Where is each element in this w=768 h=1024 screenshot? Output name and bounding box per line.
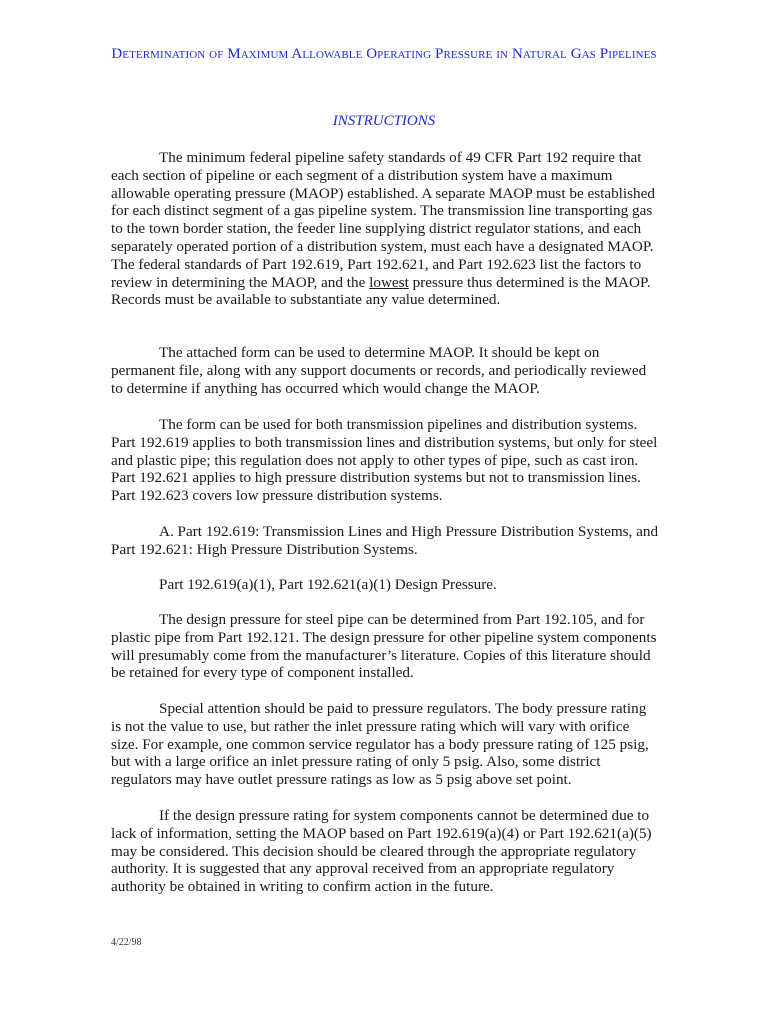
instructions-heading: INSTRUCTIONS bbox=[332, 113, 436, 129]
design-pressure-heading: Part 192.619(a)(1), Part 192.621(a)(1) Design Pressure. bbox=[159, 576, 497, 593]
paragraph-2-text: The attached form can be used to determine MAOP. It should be kept on permanent file, along with any support documents or records, and periodically reviewed to determine if anything has occurred which would change the MAOP. bbox=[111, 344, 647, 397]
paragraph-3-text: The form can be used for both transmission pipelines and distribution systems. Part 192.619 applies to both transmission lines and distribution systems, but only for steel and plastic pipe; this regulation does not apply to other types of pipe, such as cast iron. Part 192.621 applies to high pressure distribution systems but not to transmission lines. Part 192.623 covers low pressure distribution systems. bbox=[111, 416, 658, 505]
footer-date: 4/22/98 bbox=[111, 937, 142, 948]
paragraph-6-text: The design pressure for steel pipe can be determined from Part 192.105, and for plastic pipe from Part 192.121. The design pressure for other pipeline system components will presumably come from the manufacturer’s literature. Copies of this literature should be retained for every type of component installed. bbox=[111, 611, 657, 682]
paragraph-2 bbox=[111, 344, 659, 397]
paragraph-1-underlined-word: lowest bbox=[369, 273, 409, 291]
document-title: Determination of Maximum Allowable Operating Pressure in Natural Gas Pipelines bbox=[111, 46, 657, 62]
paragraph-7-text: Special attention should be paid to pressure regulators. The body pressure rating is not the value to use, but rather the inlet pressure rating which will vary with orifice size. For example, one common service regulator has a body pressure rating of 125 psig, but with a large orifice an inlet pressure rating of only 5 psig. Also, some district regulators may have outlet pressure ratings as low as 5 psig above set point. bbox=[111, 700, 649, 789]
paragraph-3 bbox=[111, 416, 659, 505]
paragraph-8-text: If the design pressure rating for system components cannot be determined due to lack of information, setting the MAOP based on Part 192.619(a)(4) or Part 192.621(a)(5) may be considered. This decision should be cleared through the appropriate regulatory authority. It is suggested that any approval received from an appropriate regulatory authority be obtained in writing to confirm action in the future. bbox=[111, 807, 652, 896]
paragraph-1 bbox=[111, 149, 659, 309]
paragraph-8 bbox=[111, 807, 659, 896]
paragraph-5 bbox=[111, 576, 659, 594]
paragraph-7 bbox=[111, 700, 659, 789]
paragraph-6 bbox=[111, 611, 659, 682]
paragraph-4 bbox=[111, 523, 659, 559]
paragraph-1-text-a: The minimum federal pipeline safety standards of 49 CFR Part 192 require that each section of pipeline or each segment of a distribution system have a maximum allowable operating pressure (MAOP) established. A separate MAOP must be established for each distinct segment of a gas pipeline system. The transmission line transporting gas to the town border station, the feeder line supplying district regulator stations, and each separately operated portion of a distribution system, must each have a designated MAOP. The federal standards of Part 192.619, Part 192.621, and Part 192.623 list the factors to review in determining the MAOP, and the bbox=[111, 149, 655, 291]
section-a-heading: A. Part 192.619: Transmission Lines and High Pressure Distribution Systems, and Part 192.621: High Pressure Distribution Systems. bbox=[111, 523, 659, 558]
paragraph-1-text-b: pressure thus determined is the MAOP. Records must be available to substantiate any value determined. bbox=[111, 273, 651, 309]
